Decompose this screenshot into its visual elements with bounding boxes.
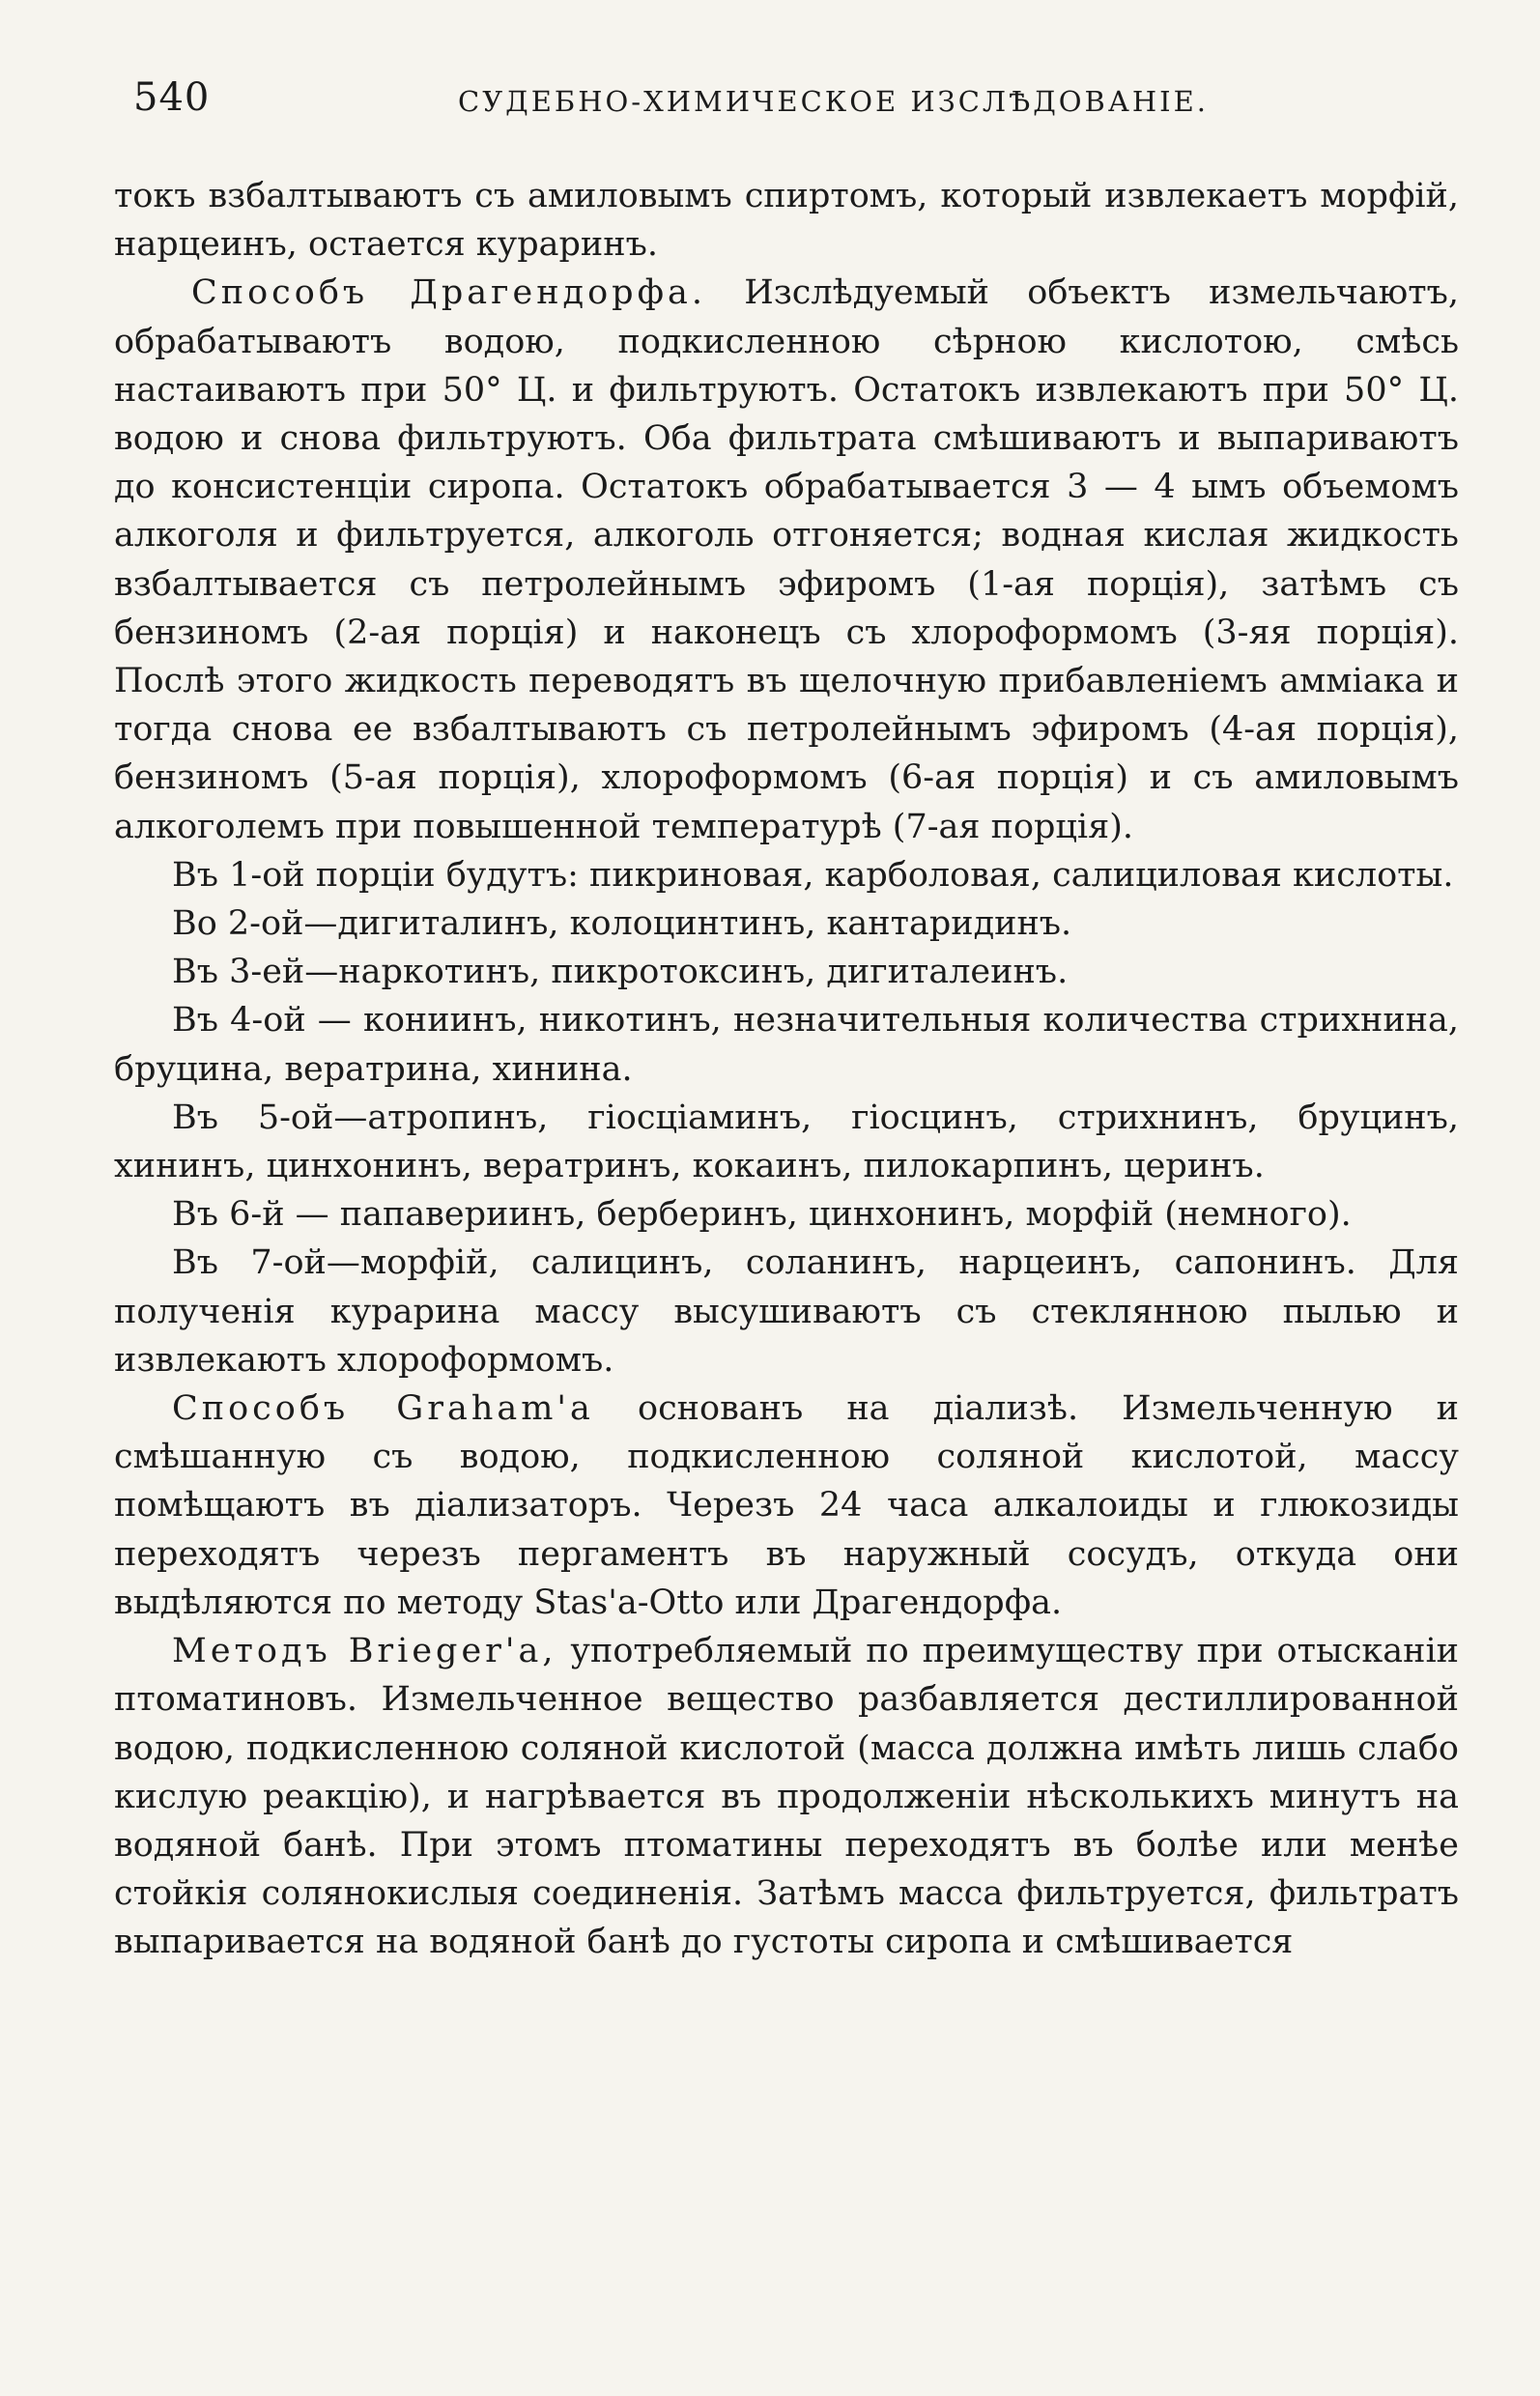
paragraph-graham-method [114, 1384, 1459, 1627]
running-head [133, 75, 1424, 133]
paragraph-portion-4 [114, 996, 1459, 1093]
paragraph-portion-6 [114, 1190, 1459, 1239]
paragraph-text: Изслѣдуемый объектъ измельчаютъ, обрабатываютъ водою, подкисленною сѣрною кислотою, смѣсь настаиваютъ при 50° Ц. и фильтруютъ. Остатокъ извлекаютъ при 50° Ц. водою и снова фильтруютъ. Оба фильтрата смѣшиваютъ и выпариваютъ до консистенціи сиропа. Остатокъ обрабатывается 3 — 4 ымъ объемомъ алкоголя и фильтруется, алкоголь отгоняется; водная кислая жидкость взбалтывается съ петролейнымъ эфиромъ (1-ая порція), затѣмъ съ бензиномъ (2-ая порція) и наконецъ съ хлороформомъ (3-яя порція). Послѣ этого жидкость переводятъ въ щелочную прибавленіемъ амміака и тогда снова ее взбалтываютъ съ петролейнымъ эфиромъ (4-ая порція), бензиномъ (5-ая порція), хлороформомъ (6-ая порція) и съ амиловымъ алкоголемъ при повышенной температурѣ (7-ая порція). [114, 273, 1459, 846]
running-title: СУДЕБНО-ХИМИЧЕСКОЕ ИЗСЛѢДОВАНІЕ. [458, 85, 1209, 118]
paragraph-dragendorff-method [114, 269, 1459, 850]
paragraph-continuation [114, 172, 1459, 269]
method-heading: Методъ Brieger'а, [172, 1632, 557, 1671]
paragraph-portion-3 [114, 948, 1459, 996]
paragraph-text: основанъ на діализѣ. Измельченную и смѣшанную съ водою, подкисленною соляной кислотой, массу помѣщаютъ въ діализаторъ. Черезъ 24 часа алкалоиды и глюкозиды переходятъ черезъ пергаментъ въ наружный сосудъ, откуда они выдѣляются по методу Stas'a-Otto или Драгендорфа. [114, 1389, 1459, 1622]
method-heading: Способъ Graham'а [172, 1389, 594, 1429]
paragraph-text: Въ 6-й — папавериинъ, берберинъ, цинхонинъ, морфій (немного). [172, 1195, 1352, 1235]
paragraph-text: употребляемый по преимуществу при отысканіи птоматиновъ. Измельченное вещество разбавляется дестиллированной водою, подкисленною соляной кислотой (масса должна имѣть лишь слабо кислую реакцію), и нагрѣвается въ продолженіи нѣсколькихъ минутъ на водяной банѣ. При этомъ птоматины переходятъ въ болѣе или менѣе стойкія солянокислыя соединенія. Затѣмъ масса фильтруется, фильтратъ выпаривается на водяной банѣ до густоты сиропа и смѣшивается [114, 1632, 1459, 1962]
paragraph-text: Въ 7-ой—морфій, салицинъ, соланинъ, нарцеинъ, сапонинъ. Для полученія курарина массу высушиваютъ съ стеклянною пылью и извлекаютъ хлороформомъ. [114, 1243, 1459, 1380]
paragraph-portion-5 [114, 1094, 1459, 1190]
paragraph-brieger-method [114, 1627, 1459, 1966]
paragraph-text: Въ 5-ой—атропинъ, гіосціаминъ, гіосцинъ, стрихнинъ, бруцинъ, хининъ, цинхонинъ, вератринъ, кокаинъ, пилокарпинъ, церинъ. [114, 1098, 1459, 1186]
paragraph-text: Въ 3-ей—наркотинъ, пикротоксинъ, дигиталеинъ. [172, 953, 1069, 992]
paragraph-text: Въ 1-ой порціи будутъ: пикриновая, карболовая, салициловая кислоты. [172, 855, 1454, 895]
body-text [114, 172, 1459, 1967]
paragraph-text: Во 2-ой—дигиталинъ, колоцинтинъ, кантаридинъ. [172, 904, 1072, 944]
paragraph-portion-2 [114, 899, 1459, 948]
page-number: 540 [133, 75, 211, 120]
paragraph-portion-1 [114, 851, 1459, 899]
paragraph-portion-7 [114, 1239, 1459, 1384]
paragraph-text: Въ 4-ой — кониинъ, никотинъ, незначительныя количества стрихнина, бруцина, вератрина, хинина. [114, 1001, 1459, 1089]
paragraph-text: токъ взбалтываютъ съ амиловымъ спиртомъ, который извлекаетъ морфій, нарцеинъ, остается кураринъ. [114, 177, 1459, 265]
method-heading: Способъ Драгендорфа. [191, 273, 706, 313]
